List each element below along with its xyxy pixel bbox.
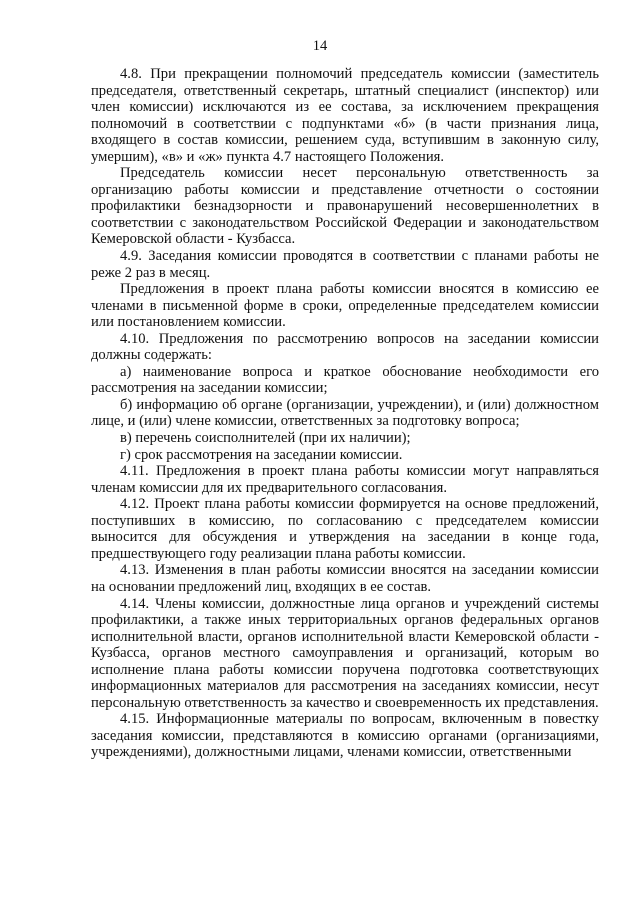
list-item-v: в) перечень соисполнителей (при их наличии); <box>120 430 411 447</box>
list-item-g: г) срок рассмотрения на заседании комиссии. <box>120 446 403 463</box>
paragraph-plan-proposals: Предложения в проект плана работы комиссии вносятся в комиссию ее членами в письменной форме в сроки, определенные председателем комиссии или постановлением комиссии. <box>91 281 599 331</box>
paragraph-4-8: 4.8. При прекращении полномочий председатель комиссии (заместитель председателя, ответственный секретарь, штатный специалист (инспектор) или член комиссии) исключаются из ее состава, за исключением прекращения полномочий в соответствии с подпунктами «б» (в части признания лица, входящего в состав комиссии, решением суда, вступившим в законную силу, умершим), «в» и «ж» пункта 4.7 настоящего Положения. <box>91 66 599 165</box>
paragraph-4-14: 4.14. Члены комиссии, должностные лица органов и учреждений системы профилактики, а также иных территориальных органов федеральных органов исполнительной власти, органов исполнительной власти Кемеровской области - Кузбасса, органов местного самоуправления и организаций, которым во исполнение плана работы комиссии поручена подготовка соответствующих информационных материалов для рассмотрения на заседаниях комиссии, несут персональную ответственность за качество и своевременность их представления. <box>91 595 599 711</box>
document-body <box>91 66 599 761</box>
list-item-b: б) информацию об органе (организации, учреждении), и (или) должностном лице, и (или) члене комиссии, ответственных за подготовку вопроса; <box>91 396 599 430</box>
paragraph-4-10: 4.10. Предложения по рассмотрению вопросов на заседании комиссии должны содержать: <box>91 330 599 364</box>
paragraph-4-13: 4.13. Изменения в план работы комиссии вносятся на заседании комиссии на основании предложений лиц, входящих в ее состав. <box>91 562 599 595</box>
list-item-a: а) наименование вопроса и краткое обоснование необходимости его рассмотрения на заседании комиссии; <box>91 363 599 397</box>
paragraph-4-11: 4.11. Предложения в проект плана работы комиссии могут направляться членам комиссии для их предварительного согласования. <box>91 463 599 496</box>
paragraph-4-15: 4.15. Информационные материалы по вопросам, включенным в повестку заседания комиссии, представляются в комиссию органами (организациями, учреждениями), должностными лицами, членами комиссии, ответственными <box>91 711 599 761</box>
paragraph-chairman-responsibility: Председатель комиссии несет персональную ответственность за организацию работы комиссии и представление отчетности о состоянии профилактики безнадзорности и правонарушений несовершеннолетних в соответствии с законодательством Российской Федерации и законодательством Кемеровской области - Кузбасса. <box>91 165 599 248</box>
paragraph-4-12: 4.12. Проект плана работы комиссии формируется на основе предложений, поступивших в комиссию, по согласованию с председателем комиссии выносится для обсуждения и утверждения на заседании в конце года, предшествующего году реализации плана работы комиссии. <box>91 496 599 562</box>
paragraph-4-9: 4.9. Заседания комиссии проводятся в соответствии с планами работы не реже 2 раз в месяц. <box>91 248 599 281</box>
page-number: 14 <box>312 38 328 54</box>
